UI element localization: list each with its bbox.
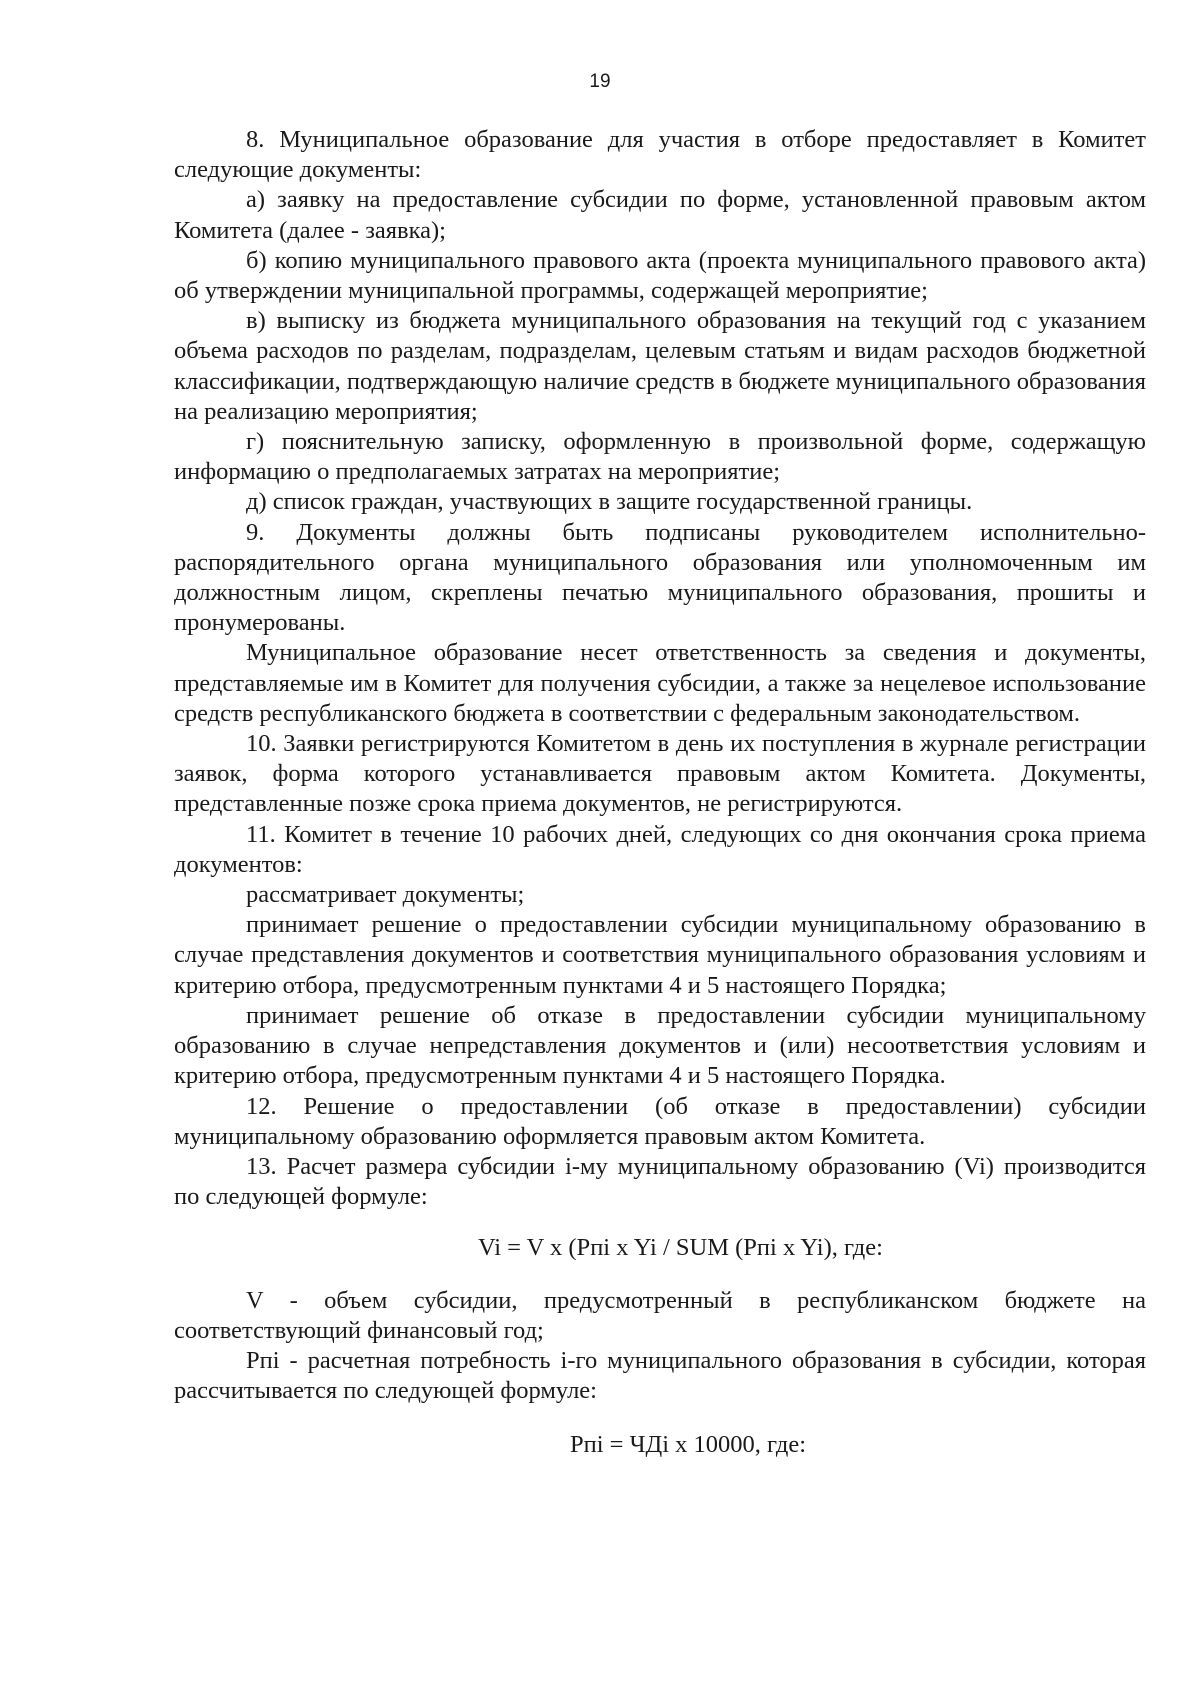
paragraph-10: 10. Заявки регистрируются Комитетом в день их поступления в журнале регистрации заявок, форма которого устанавливается правовым актом Комитета. Документы, представленные позже срока приема документов, не регистрируются.: [174, 730, 1146, 818]
paragraph-13: 13. Расчет размера субсидии i-му муниципальному образованию (Vi) производится по следующей формуле:: [174, 1152, 1146, 1211]
page-number: 19: [589, 71, 611, 92]
paragraph-12: 12. Решение о предоставлении (об отказе в предоставлении) субсидии муниципальному образованию оформляется правовым актом Комитета.: [174, 1092, 1146, 1150]
definition-rpi: Рпi - расчетная потребность i-го муниципального образования в субсидии, которая рассчитывается по следующей формуле:: [174, 1346, 1146, 1405]
item-b: б) копию муниципального правового акта (проекта муниципального правового акта) об утверждении муниципальной программы, содержащей мероприятие;: [174, 246, 1146, 305]
paragraph-9: 9. Документы должны быть подписаны руководителем исполнительно-распорядительного органа муниципального образования или уполномоченным им должностным лицом, скреплены печатью муниципального образования, прошиты и пронумерованы.: [174, 518, 1146, 637]
definition-v: V - объем субсидии, предусмотренный в республиканском бюджете на соответствующий финансовый год;: [174, 1286, 1146, 1344]
paragraph-8: 8. Муниципальное образование для участия в отборе предоставляет в Комитет следующие документы:: [174, 126, 1146, 184]
document-body: [174, 125, 1146, 1461]
paragraph-11: 11. Комитет в течение 10 рабочих дней, следующих со дня окончания срока приема документов:: [174, 820, 1146, 878]
action-review: рассматривает документы;: [246, 881, 525, 909]
item-d: д) список граждан, участвующих в защите государственной границы.: [246, 488, 973, 516]
action-approve: принимает решение о предоставлении субсидии муниципальному образованию в случае представления документов и соответствия муниципального образования условиям и критерию отбора, предусмотренным пунктами 4 и 5 настоящего Порядка;: [174, 911, 1146, 999]
formula-subsidy: Vi = V x (Рпi x Yi / SUM (Рпi x Yi), где:: [478, 1234, 883, 1262]
action-refuse: принимает решение об отказе в предоставлении субсидии муниципальному образованию в случае непредставления документов и (или) несоответствия условиям и критерию отбора, предусмотренным пунктами 4 и 5 настоящего Порядка.: [174, 1001, 1146, 1090]
item-a: а) заявку на предоставление субсидии по форме, установленной правовым актом Комитета (далее - заявка);: [174, 186, 1146, 244]
responsibility-paragraph: Муниципальное образование несет ответственность за сведения и документы, представляемые им в Комитет для получения субсидии, а также за нецелевое использование средств республиканского бюджета в соответствии с федеральным законодательством.: [174, 639, 1146, 727]
item-v: в) выписку из бюджета муниципального образования на текущий год с указанием объема расходов по разделам, подразделам, целевым статьям и видам расходов бюджетной классификации, подтверждающую наличие средств в бюджете муниципального образования на реализацию мероприятия;: [174, 307, 1146, 425]
formula-need: Рпi = ЧДi x 10000, где:: [570, 1431, 807, 1459]
item-g: г) пояснительную записку, оформленную в произвольной форме, содержащую информацию о предполагаемых затратах на мероприятие;: [174, 428, 1146, 486]
